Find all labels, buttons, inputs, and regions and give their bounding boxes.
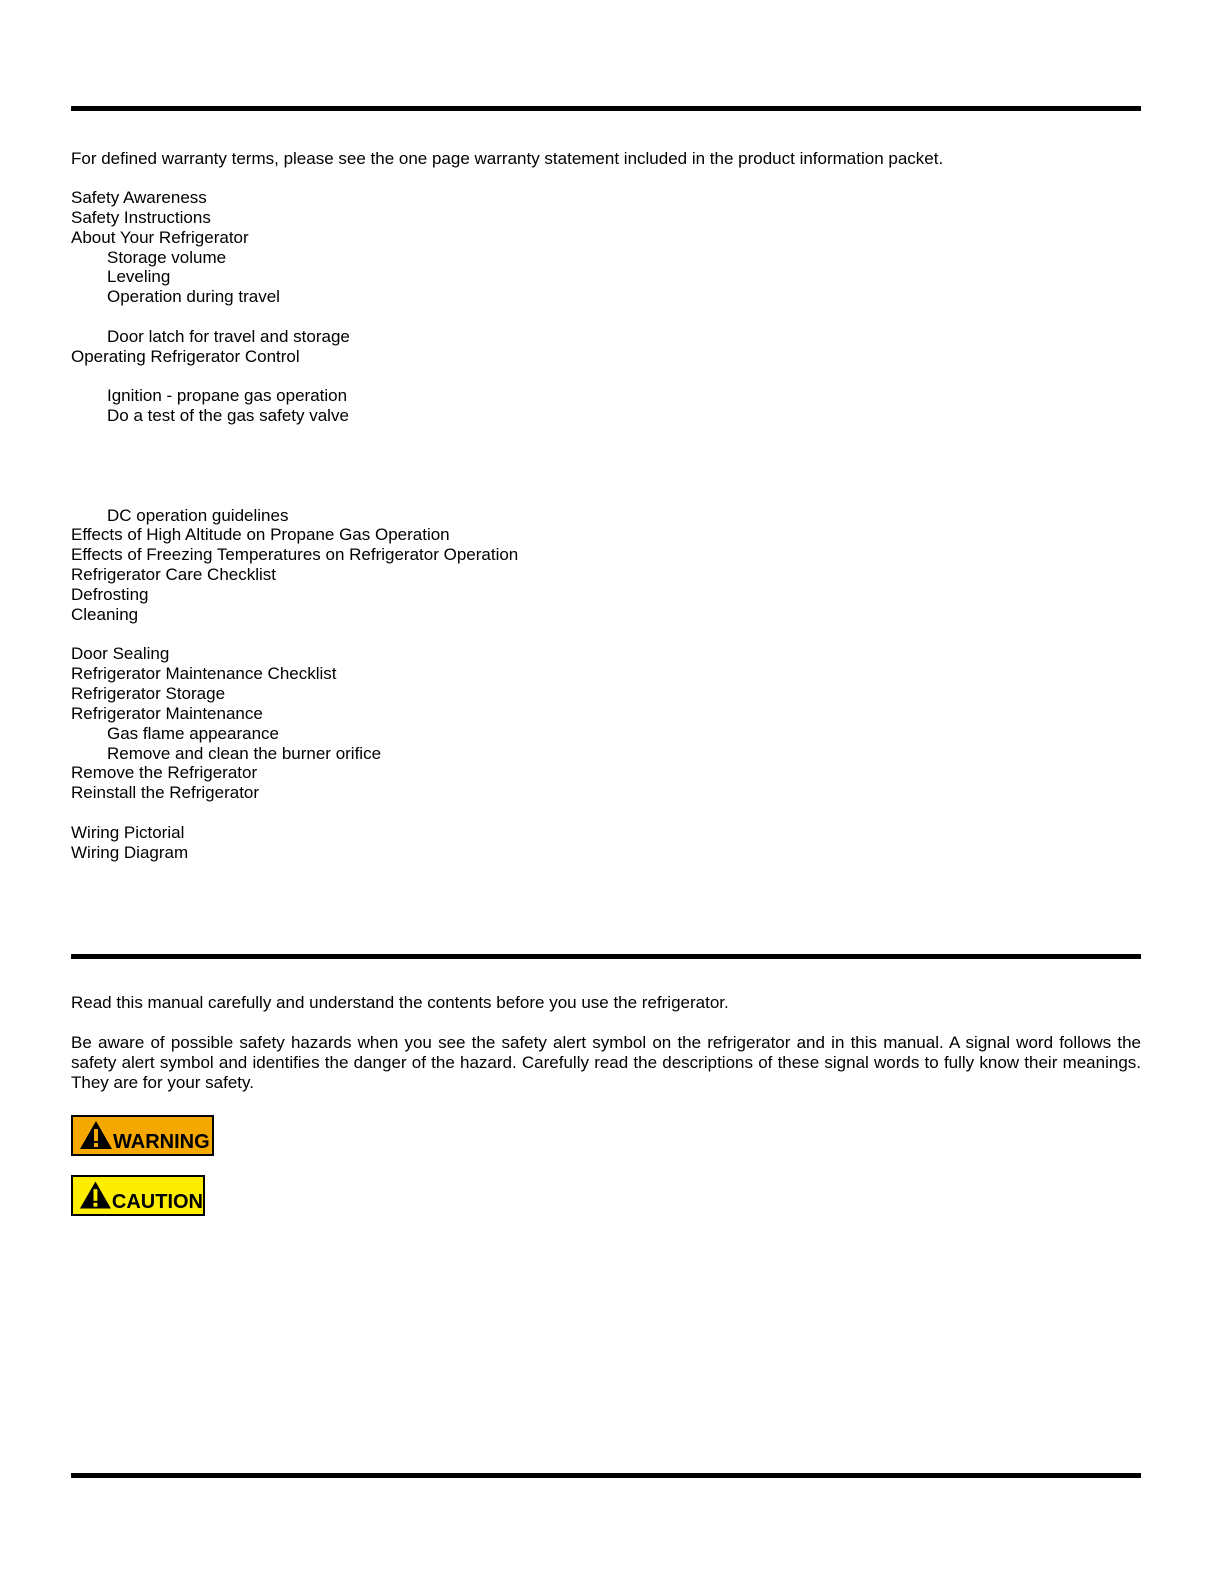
read-manual-text: Read this manual carefully and understand the contents before you use the refrigerator. (71, 993, 729, 1012)
top-rule (71, 106, 1141, 111)
toc-entry: Effects of High Altitude on Propane Gas Operation (71, 525, 450, 545)
toc-entry: Wiring Pictorial (71, 823, 185, 842)
table-of-contents (71, 188, 518, 863)
toc-entry: Refrigerator Maintenance Checklist (71, 664, 337, 684)
exclamation-triangle-icon (79, 1120, 113, 1150)
toc-subentry: Storage volume (107, 247, 227, 267)
toc-subentry: Leveling (107, 267, 171, 287)
toc-subentry: Remove and clean the burner orifice (107, 743, 382, 763)
safety-alert-paragraph: Be aware of possible safety hazards when you see the safety alert symbol on the refrigerator and in this manual. A signal word follows the safety alert symbol and identifies the danger of the hazard. Carefully read the descriptions of these signal words to fully know their meanings. They are for your safety. (71, 1033, 1141, 1092)
toc-subentry: Ignition - propane gas operation (107, 386, 348, 406)
toc-subentry (71, 307, 518, 327)
warning-label-text: WARNING (113, 1131, 210, 1153)
toc-entry: Operating Refrigerator Control (71, 346, 300, 366)
toc-entry (71, 625, 518, 645)
toc-entry: Reinstall the Refrigerator (71, 783, 260, 803)
toc-entry: Effects of Freezing Temperatures on Refrigerator Operation (71, 545, 519, 565)
toc-entry: Refrigerator Maintenance (71, 703, 263, 723)
exclamation-triangle-icon (79, 1180, 112, 1210)
toc-entry: About Your Refrigerator (71, 227, 249, 247)
toc-subentry (71, 486, 518, 506)
toc-subentry: Gas flame appearance (107, 723, 279, 743)
toc-subentry (71, 367, 518, 387)
toc-entry: Wiring Diagram (71, 842, 189, 862)
toc-entry: Defrosting (71, 584, 149, 604)
toc-entry (71, 803, 518, 823)
toc-entry: Door Sealing (71, 644, 170, 664)
toc-subentry (71, 466, 518, 486)
toc-subentry: Do a test of the gas safety valve (107, 406, 349, 426)
toc-subentry: Door latch for travel and storage (107, 326, 350, 346)
toc-subentry (71, 446, 518, 466)
section-rule (71, 954, 1141, 959)
bottom-rule (71, 1473, 1141, 1478)
toc-entry: Refrigerator Storage (71, 684, 226, 704)
toc-subentry: Operation during travel (107, 287, 280, 307)
toc-entry: Remove the Refrigerator (71, 763, 258, 783)
toc-entry: Refrigerator Care Checklist (71, 565, 277, 585)
warranty-intro: For defined warranty terms, please see the one page warranty statement included in the product information packet. (71, 149, 944, 168)
caution-label-text: CAUTION (111, 1191, 203, 1213)
toc-entry: Safety Awareness (71, 188, 207, 207)
warning-signal-label (71, 1115, 214, 1156)
caution-signal-label (71, 1175, 205, 1216)
toc-subentry: DC operation guidelines (107, 505, 289, 525)
toc-entry: Safety Instructions (71, 207, 211, 227)
toc-subentry (71, 426, 518, 446)
toc-entry: Cleaning (71, 604, 139, 624)
